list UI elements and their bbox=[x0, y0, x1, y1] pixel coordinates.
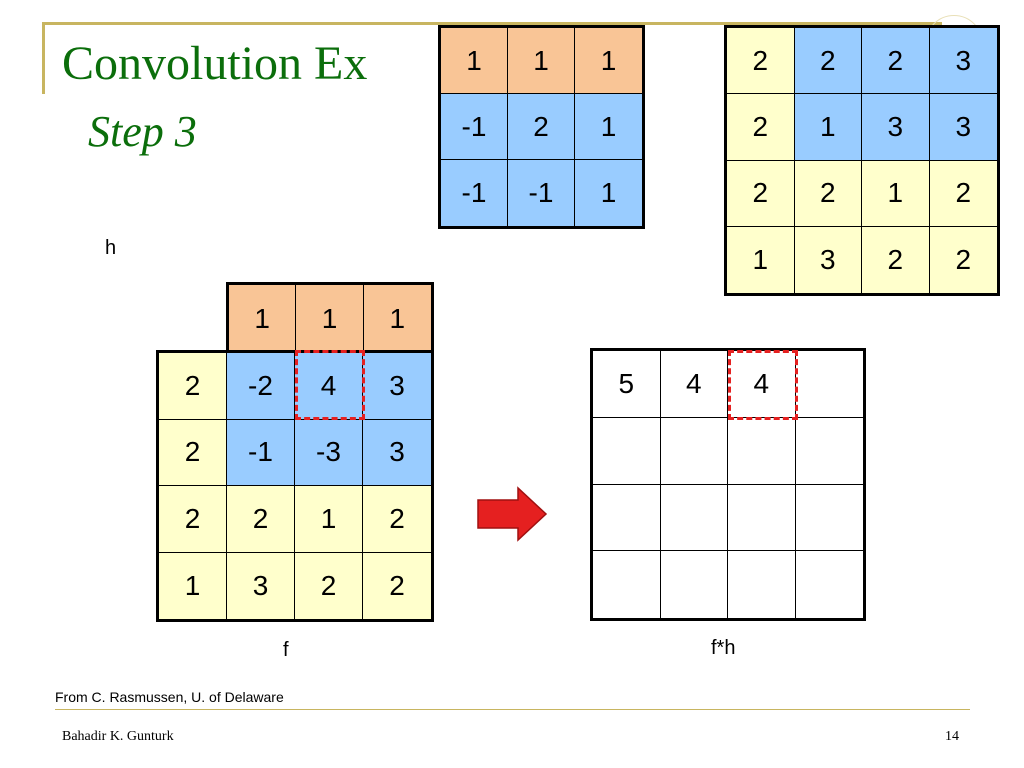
image-cell: 1 bbox=[727, 227, 795, 293]
overlay-cell: 2 bbox=[159, 420, 227, 487]
image-cell: 2 bbox=[795, 161, 863, 227]
output-cell bbox=[796, 351, 864, 418]
output-cell bbox=[661, 485, 729, 552]
overlay-cell: -3 bbox=[295, 420, 363, 487]
kernel-cell: -1 bbox=[441, 160, 508, 226]
overlay-cell: 3 bbox=[363, 420, 431, 487]
overlay-cell: 2 bbox=[363, 486, 431, 553]
kernel-overlay-cell: 1 bbox=[364, 285, 431, 353]
output-highlight-box bbox=[728, 350, 798, 420]
image-cell: 1 bbox=[862, 161, 930, 227]
slide-subtitle: Step 3 bbox=[88, 107, 197, 156]
overlay-cell: -1 bbox=[227, 420, 295, 487]
right-arrow-icon bbox=[476, 486, 548, 542]
input-label: f bbox=[283, 639, 289, 661]
image-cell: 2 bbox=[727, 94, 795, 160]
image-cell: 3 bbox=[930, 94, 998, 160]
output-cell bbox=[593, 485, 661, 552]
slide-title: Convolution Ex bbox=[62, 37, 368, 90]
overlay-cell: 2 bbox=[159, 353, 227, 420]
kernel-cell: 1 bbox=[508, 28, 575, 94]
output-cell bbox=[796, 485, 864, 552]
image-cell: 1 bbox=[795, 94, 863, 160]
kernel-cell: -1 bbox=[441, 94, 508, 160]
output-cell: 5 bbox=[593, 351, 661, 418]
output-cell bbox=[661, 418, 729, 485]
image-cell: 2 bbox=[795, 28, 863, 94]
output-label: f*h bbox=[711, 637, 736, 659]
output-cell: 4 bbox=[728, 351, 796, 418]
kernel-cell: 2 bbox=[508, 94, 575, 160]
overlay-cell: 1 bbox=[295, 486, 363, 553]
image-cell: 3 bbox=[930, 28, 998, 94]
image-cell: 2 bbox=[727, 28, 795, 94]
source-credit: From C. Rasmussen, U. of Delaware bbox=[55, 689, 284, 705]
page-number: 14 bbox=[945, 729, 959, 744]
image-cell: 2 bbox=[930, 161, 998, 227]
kernel-overlay-top-row bbox=[226, 282, 434, 353]
overlay-cell: 3 bbox=[363, 353, 431, 420]
overlay-cell: 3 bbox=[227, 553, 295, 620]
image-cell: 2 bbox=[930, 227, 998, 293]
overlay-highlight-box bbox=[295, 350, 365, 420]
image-cell: 2 bbox=[862, 28, 930, 94]
image-cell: 2 bbox=[862, 227, 930, 293]
output-cell bbox=[593, 418, 661, 485]
output-cell bbox=[728, 551, 796, 618]
overlay-cell: -2 bbox=[227, 353, 295, 420]
kernel-overlay-cell: 1 bbox=[296, 285, 363, 353]
image-cell: 3 bbox=[795, 227, 863, 293]
overlay-cell: 2 bbox=[295, 553, 363, 620]
image-cell: 3 bbox=[862, 94, 930, 160]
title-rule-left bbox=[42, 22, 45, 94]
output-cell bbox=[728, 485, 796, 552]
kernel-label: h bbox=[105, 237, 117, 259]
output-cell: 4 bbox=[661, 351, 729, 418]
image-cell: 2 bbox=[727, 161, 795, 227]
kernel-cell: 1 bbox=[441, 28, 508, 94]
footer-rule bbox=[55, 709, 970, 710]
kernel-cell: -1 bbox=[508, 160, 575, 226]
kernel-grid bbox=[438, 25, 645, 229]
overlay-cell: 2 bbox=[227, 486, 295, 553]
overlay-cell: 4 bbox=[295, 353, 363, 420]
output-cell bbox=[728, 418, 796, 485]
overlay-cell: 2 bbox=[363, 553, 431, 620]
kernel-overlay-cell: 1 bbox=[229, 285, 296, 353]
kernel-cell: 1 bbox=[575, 28, 642, 94]
footer-author: Bahadir K. Gunturk bbox=[62, 729, 174, 744]
output-cell bbox=[796, 551, 864, 618]
kernel-cell: 1 bbox=[575, 160, 642, 226]
kernel-cell: 1 bbox=[575, 94, 642, 160]
overlay-cell: 2 bbox=[159, 486, 227, 553]
output-cell bbox=[796, 418, 864, 485]
output-cell bbox=[661, 551, 729, 618]
output-cell bbox=[593, 551, 661, 618]
input-image-grid bbox=[724, 25, 1000, 296]
overlay-cell: 1 bbox=[159, 553, 227, 620]
